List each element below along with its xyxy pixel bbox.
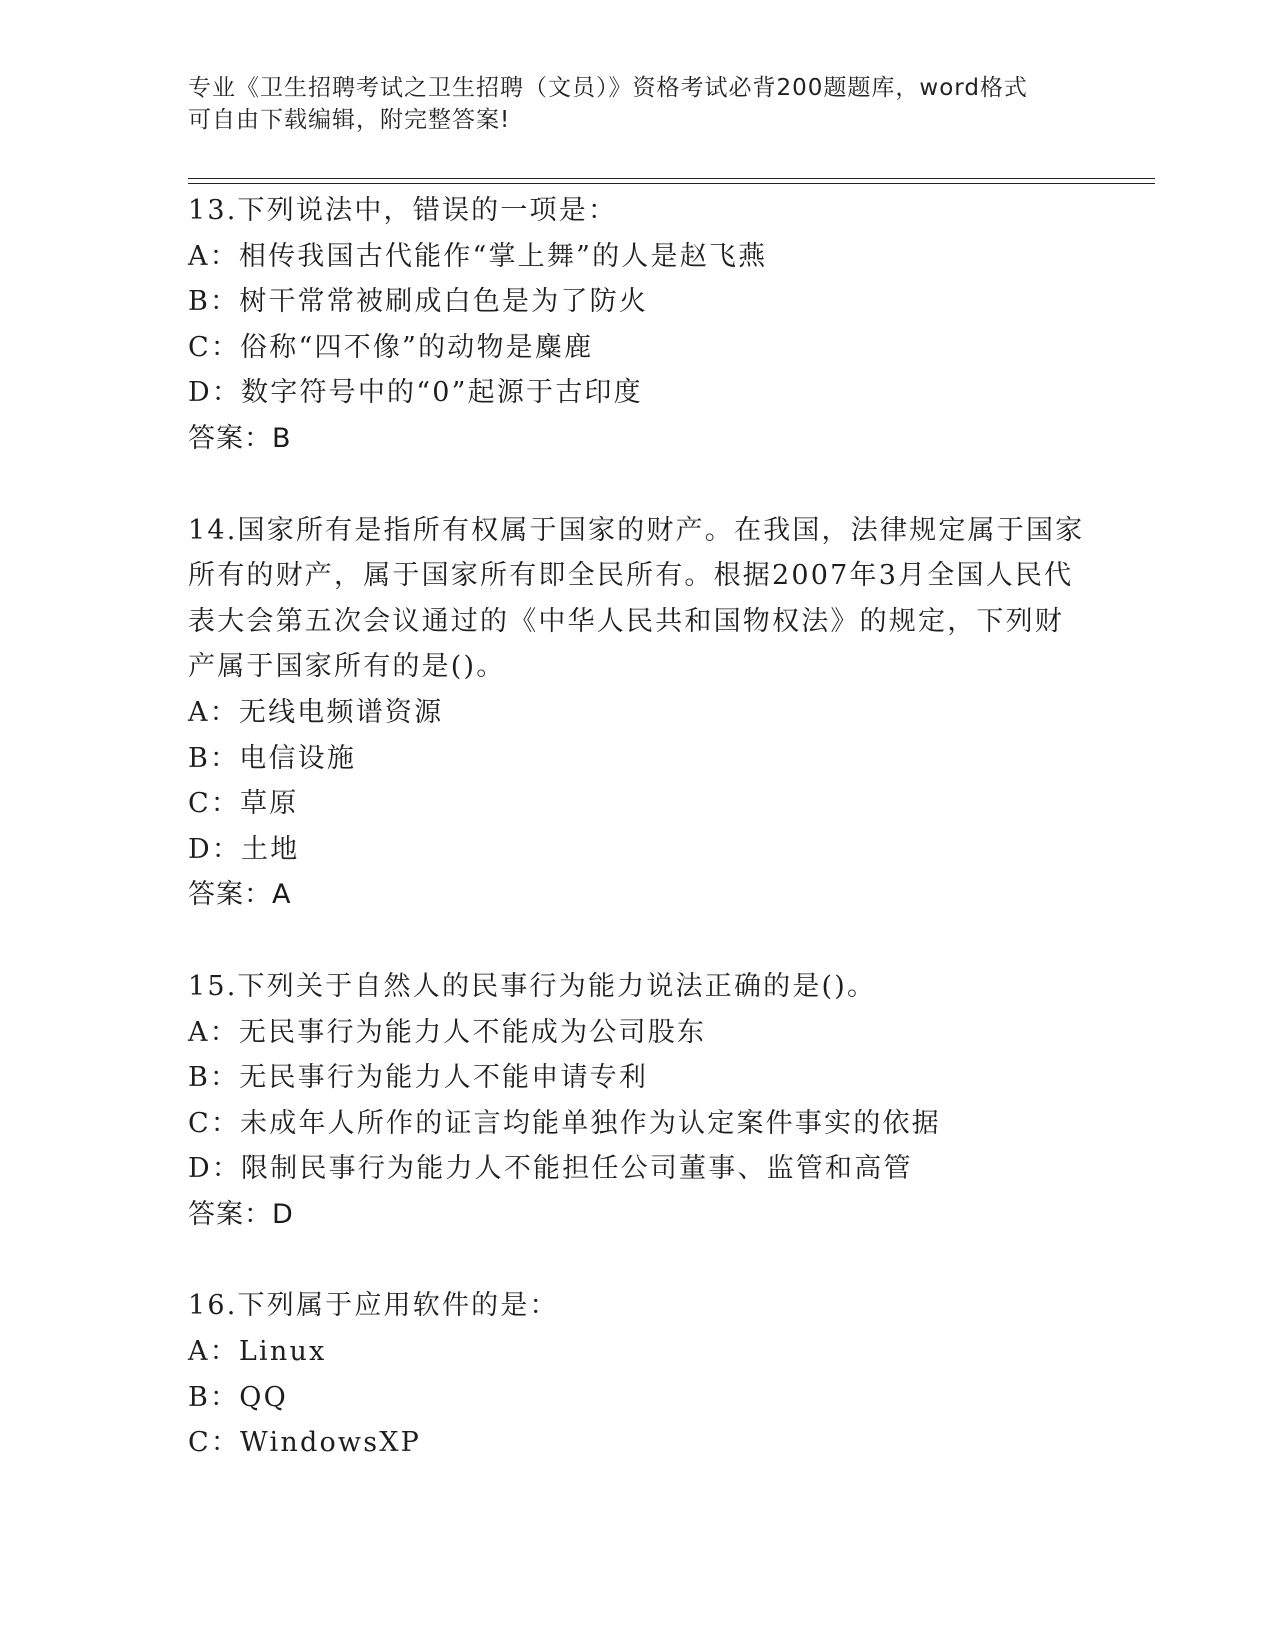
document-header — [188, 72, 1088, 136]
answer-label: 答案：B — [188, 422, 292, 454]
answer-label: 答案：D — [188, 1198, 294, 1230]
header-divider-bottom — [188, 183, 1155, 184]
question-15 — [188, 964, 1088, 1238]
option-a: A：无民事行为能力人不能成为公司股东 — [188, 1016, 707, 1048]
option-d: D：土地 — [188, 833, 300, 865]
answer-label: 答案：A — [188, 879, 292, 911]
header-divider-top — [188, 178, 1155, 179]
header-line-2: 可自由下载编辑，附完整答案! — [188, 107, 511, 133]
option-b: B：无民事行为能力人不能申请专利 — [188, 1062, 649, 1094]
question-stem-line-1: 14.国家所有是指所有权属于国家的财产。在我国，法律规定属于国家 — [188, 514, 1085, 546]
option-c: C：未成年人所作的证言均能单独作为认定案件事实的依据 — [188, 1107, 941, 1139]
question-14 — [188, 508, 1088, 918]
question-stem: 16.下列属于应用软件的是： — [188, 1290, 559, 1322]
option-b: B：QQ — [188, 1381, 288, 1413]
option-b: B：电信设施 — [188, 742, 357, 774]
question-16 — [188, 1283, 1088, 1465]
question-stem-line-2: 所有的财产，属于国家所有即全民所有。根据2007年3月全国人民代 — [188, 560, 1074, 592]
question-stem-line-4: 产属于国家所有的是()。 — [188, 651, 506, 683]
option-c: C：俗称“四不像”的动物是麋鹿 — [188, 331, 594, 363]
option-d: D：数字符号中的“0”起源于古印度 — [188, 377, 643, 409]
option-a: A：相传我国古代能作“掌上舞”的人是赵飞燕 — [188, 240, 768, 272]
option-c: C：WindowsXP — [188, 1427, 422, 1459]
option-b: B：树干常常被刷成白色是为了防火 — [188, 286, 649, 318]
question-list — [188, 188, 1088, 1512]
option-d: D：限制民事行为能力人不能担任公司董事、监管和高管 — [188, 1153, 913, 1185]
option-a: A：Linux — [188, 1336, 327, 1368]
question-stem: 13.下列说法中，错误的一项是： — [188, 195, 618, 226]
question-stem: 15.下列关于自然人的民事行为能力说法正确的是()。 — [188, 970, 877, 1002]
option-a: A：无线电频谱资源 — [188, 696, 444, 728]
question-13 — [188, 188, 1088, 462]
header-line-1: 专业《卫生招聘考试之卫生招聘（文员）》资格考试必背200题题库，word格式 — [188, 75, 1028, 101]
option-c: C：草原 — [188, 788, 299, 820]
question-stem-line-3: 表大会第五次会议通过的《中华人民共和国物权法》的规定，下列财 — [188, 605, 1064, 637]
